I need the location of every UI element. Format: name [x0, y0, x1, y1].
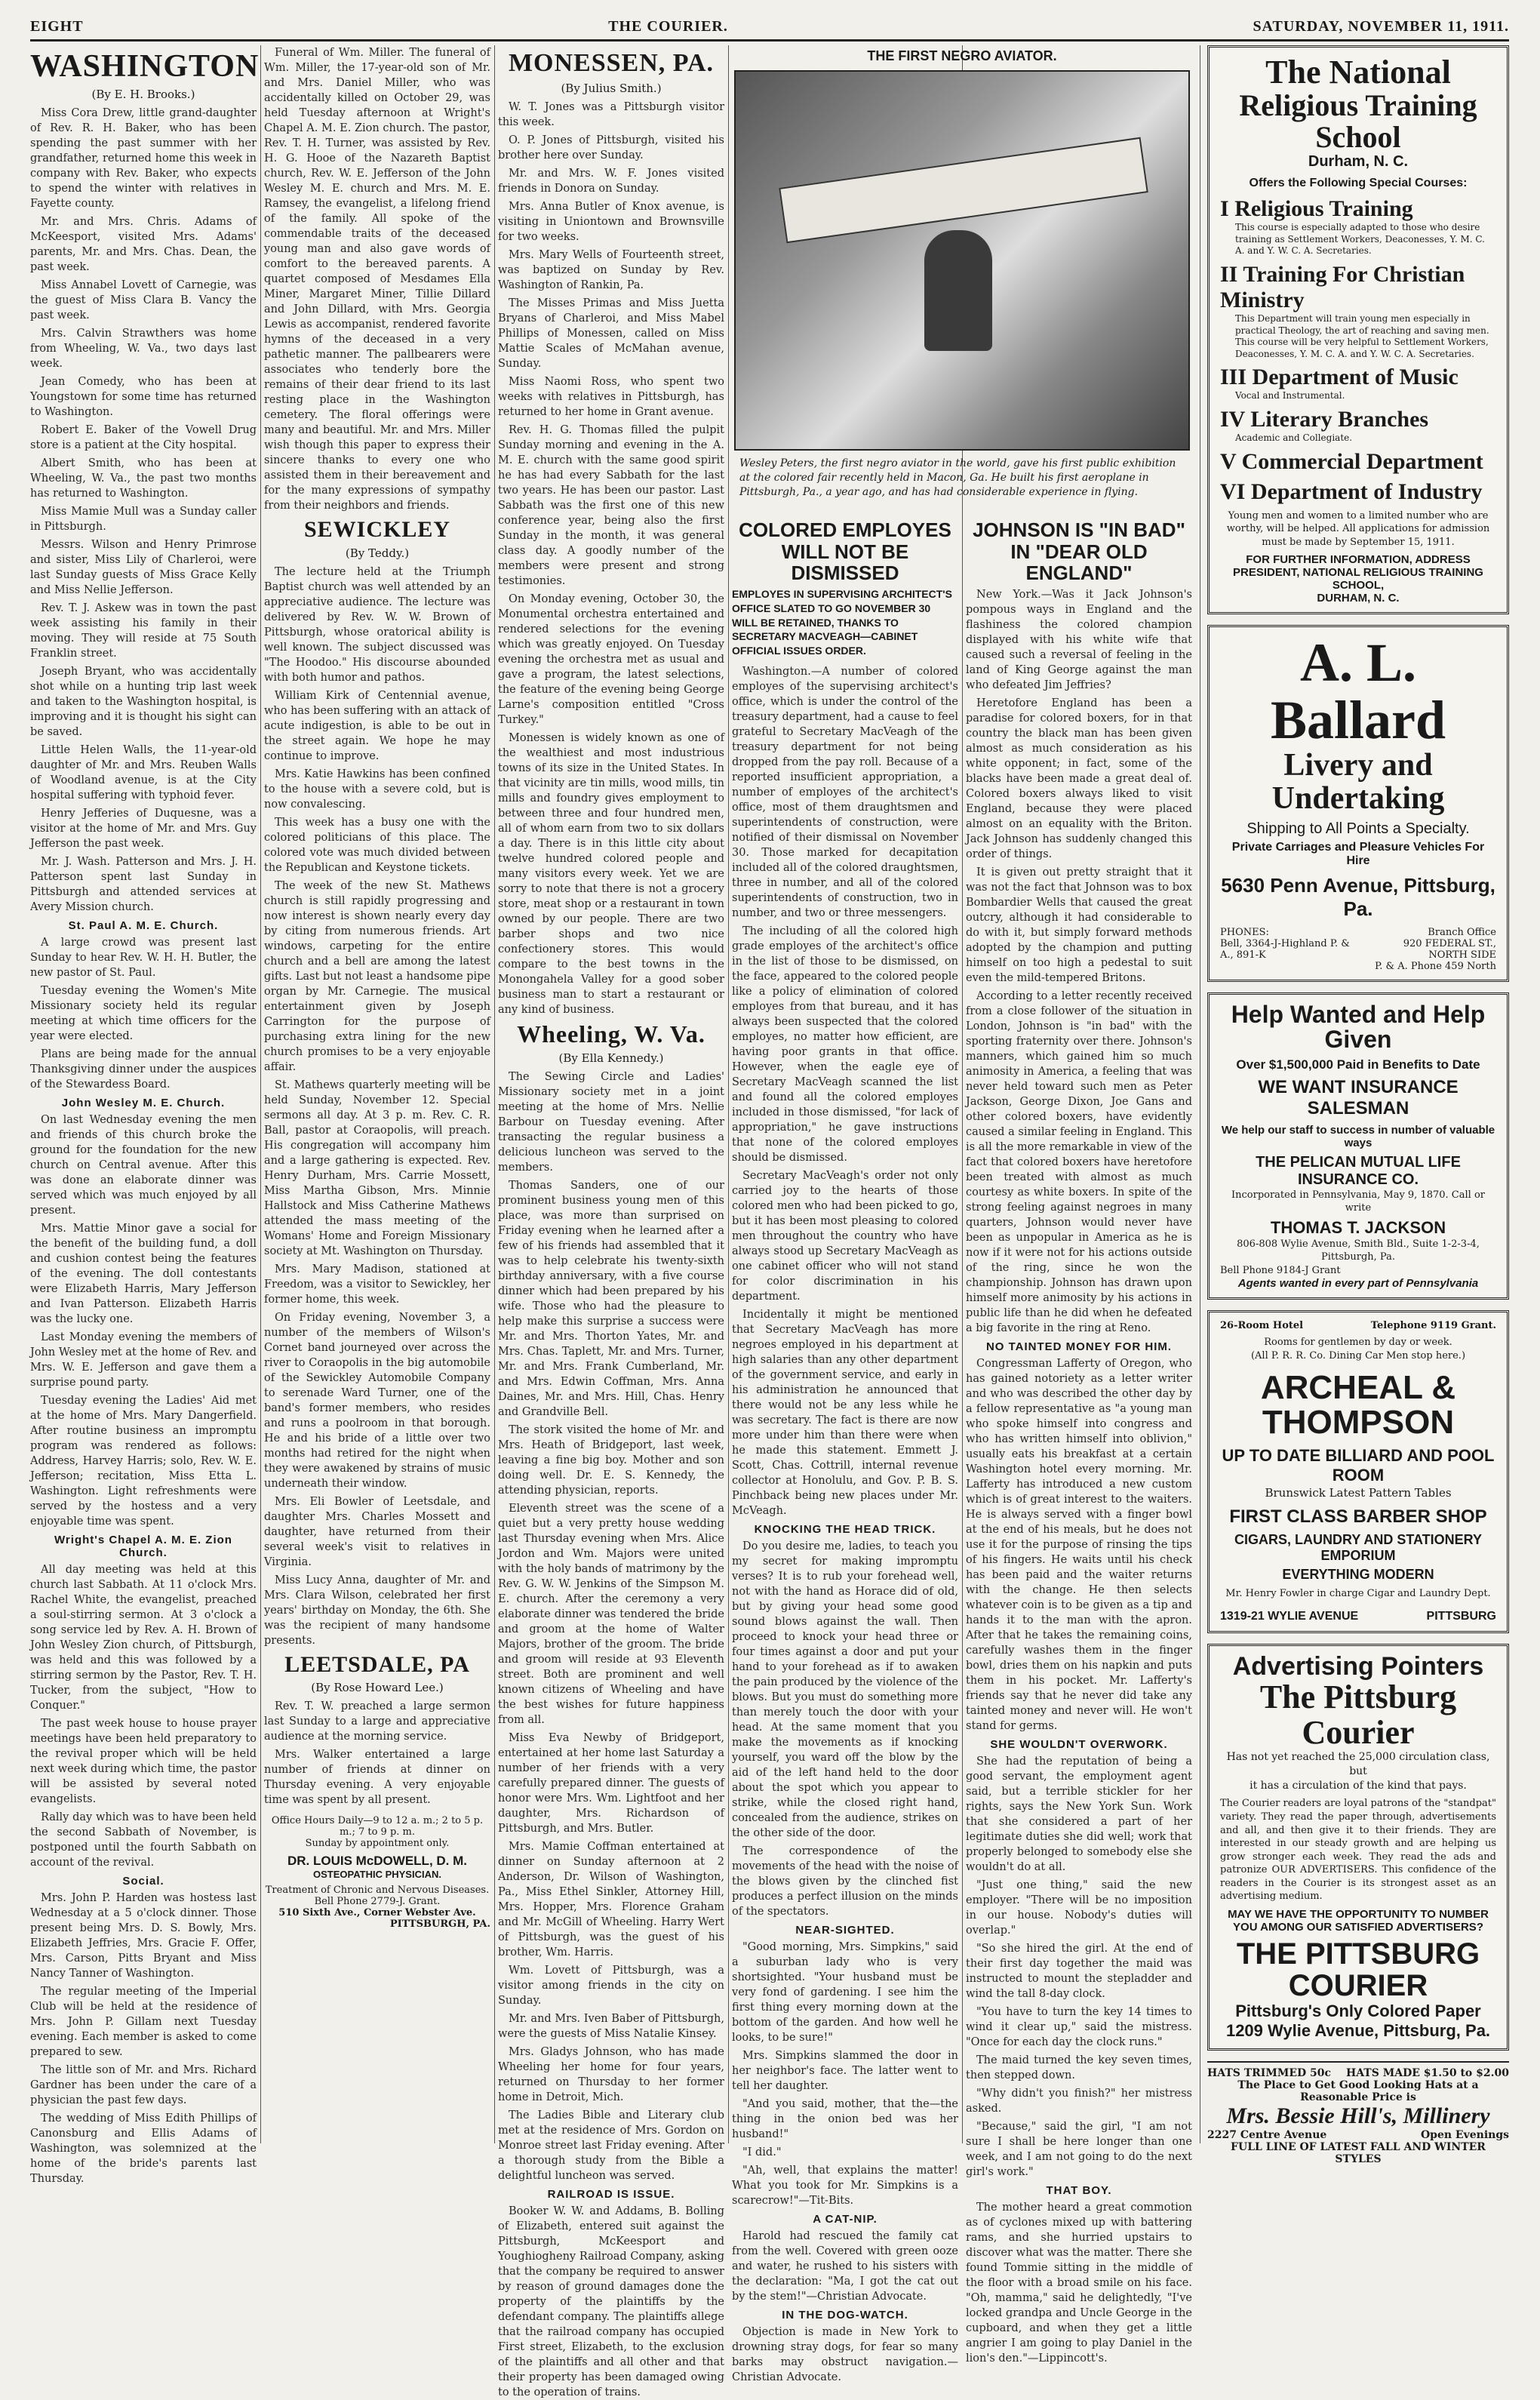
- doctor-address: 510 Sixth Ave., Corner Webster Ave.: [278, 1907, 476, 1918]
- column-four: [732, 513, 958, 2384]
- courier-ad-big: THE PITTSBURG COURIER: [1236, 1937, 1480, 2002]
- ballard-branch: 920 FEDERAL ST., NORTH SIDE: [1403, 937, 1496, 961]
- leetsdale-byline: (By Rose Howard Lee.): [311, 1681, 444, 1694]
- paragraph: Washington.—A number of colored employes of the supervising architect's office, which is under the control of the treasury department, had a cause to feel grateful to Secretary MacVeagh of the treasury department for not being dropped from the pay roll. Because of a reported insufficient appropriation, a number of employes of the architect's office, most of them draughtsmen and superintendents of construction, were notified of their dismissal on November 30. Those marked for decapitation included all of the colored draughtsmen, three in number, and all of the colored superintendents of construction, two in number, and two or three messengers.: [732, 666, 958, 920]
- paragraph: Eleventh street was the scene of a quiet but a very pretty house wedding last Thursday evening when Mrs. Alice Jordon and Wm. Majors were united with the holy bands of matrimony by the Rev. G. W. W. Jenkins of the Simpson M. E. church. After the ceremony a very elaborate dinner was tendered the bride and groom at the home of Walter Majors, brother of the groom. The bride and groom will reside at 93 Eleventh street. Both are prominent and well known citizens of Wheeling and have the best wishes for future happiness from all.: [498, 1503, 724, 1727]
- paper-name: THE COURIER.: [608, 17, 728, 35]
- paragraph: Henry Jefferies of Duquesne, was a visitor at the home of Mr. and Mrs. Guy Jefferson the past week.: [30, 808, 257, 851]
- section-subhead: Social.: [122, 1875, 164, 1888]
- pelican-help: We help our staff to success in number of valuable ways: [1221, 1123, 1495, 1149]
- course-name: Training For Christian Ministry: [1220, 261, 1465, 312]
- paragraph: Rev. T. J. Askew was in town the past week assisting his family in their moving. They will reside at 75 South Franklin street.: [30, 602, 257, 660]
- headtrick-headline: KNOCKING THE HEAD TRICK.: [754, 1523, 936, 1537]
- pelican-insurance-ad: [1207, 992, 1509, 1300]
- paragraph: Miss Naomi Ross, who spent two weeks with relatives in Pittsburgh, has returned to her home in Grant avenue.: [498, 375, 724, 418]
- leetsdale-headline: LEETSDALE, PA: [284, 1651, 470, 1677]
- paragraph: Wm. Lovett of Pittsburgh, was a visitor among friends in the city on Sunday.: [498, 1965, 724, 2008]
- paragraph: Robert E. Baker of the Vowell Drug store is a patient at the City hospital.: [30, 424, 257, 452]
- paragraph: This week has a busy one with the colored politicians of this place. The colored vote was much divided between the Republican and Keystone tickets.: [264, 816, 490, 874]
- ballard-ad: [1207, 625, 1509, 981]
- dogwatch-headline: IN THE DOG-WATCH.: [782, 2309, 908, 2322]
- paragraph: Do you desire me, ladies, to teach you my secret for making impromptu verses? It is to rub your forehead well, not with the hand as Horace did of old, but by giving your head some good sound blows against the wall. Then proceed to knock your head three or four times against a door and put your hand to your forehead as if to awaken the pain produced by the violence of the blows. But you must do something more than merely touch the door with your head. At the same moment that you make the movements as if knocking yourself, you ward off the blow by the aid of the left hand held to the door about the spot which you appear to strike, while the closed right hand, concealed from the audience, strikes on the other side of the door.: [732, 1540, 958, 1840]
- archeal-city: PITTSBURG: [1426, 1609, 1496, 1623]
- paragraph: The Misses Primas and Miss Juetta Bryans of Charleroi, and Miss Mabel Phillips of Monessen, called on Miss Mattie Scales of McMahan avenue, Sunday.: [498, 297, 724, 370]
- paragraph: Incidentally it might be mentioned that Secretary MacVeagh has more negroes employed in his department at high salaries than any other department of the government service, and early in his administration he announced that there would not be any less while he was secretary. The fact is there are now more under him than there were when he made this statement. Emmett J. Scott, Chas. Cottrill, internal revenue collector at Honolulu, and Gov. P. B. S. Pinchback being new places under Mr. McVeagh.: [732, 1309, 958, 1518]
- doctor-name: DR. LOUIS McDOWELL, D. M.: [287, 1854, 467, 1868]
- course-item: [1220, 479, 1496, 505]
- paragraph: Mrs. Mary Wells of Fourteenth street, was baptized on Sunday by Rev. Washington of Rankin, Pa.: [498, 248, 724, 291]
- paragraph: Mrs. Anna Butler of Knox avenue, is visiting in Uniontown and Brownsville for two weeks.: [498, 200, 724, 243]
- paragraph: Miss Eva Newby of Bridgeport, entertained at her home last Saturday a number of her friends with a very carefully prepared dinner. The guests of honor were Mrs. Wm. Lightfoot and her daughter, Mrs. Richardson of Pittsburgh, and Mrs. Butler.: [498, 1732, 724, 1835]
- doctor-sunday: Sunday by appointment only.: [305, 1838, 450, 1849]
- paragraph: Thomas Sanders, one of our prominent business young men of this place, was more than surprised on Friday evening when he learned after a few of his friends had assembled that it was to help celebrate his twenty-sixth birthday anniversary, with a five course dinner which had been prepared by his wife. Those who had the pleasure to help make this surprise a success were Mr. and Mrs. Thorton Yates, Mr. and Mrs. Chas. Taplett, Mr. and Mrs. Turner, Mr. and Mrs. Frank Cumberland, Mr. and Mrs. Edwin Coffman, Mrs. Anna Daines, Mr. and Mrs. Hill, Chas. Henry and Grandville Bell.: [498, 1180, 724, 1419]
- courier-ad: [1207, 1644, 1509, 2051]
- paragraph: O. P. Jones of Pittsburgh, visited his brother here over Sunday.: [498, 134, 724, 162]
- religious-ad-city: DURHAM, N. C.: [1317, 592, 1400, 605]
- headtrick-body: [732, 1539, 958, 1919]
- pelican-paid: Over $1,500,000 Paid in Benefits to Date: [1236, 1057, 1480, 1072]
- sewickley-body: [264, 565, 490, 1648]
- pelican-head: Help Wanted and Help Given: [1231, 1000, 1486, 1054]
- archeal-telephone: Telephone 9119 Grant.: [1370, 1320, 1496, 1332]
- paragraph: Mrs. Calvin Strawthers was home from Wheeling, W. Va., two days last week.: [30, 328, 257, 371]
- archeal-barber: FIRST CLASS BARBER SHOP: [1229, 1506, 1487, 1528]
- pelican-incorporated: Incorporated in Pennsylvania, May 9, 1870. Call or write: [1231, 1189, 1485, 1214]
- railroad-headline: RAILROAD IS ISSUE.: [547, 2188, 675, 2202]
- doctor-city: PITTSBURGH, PA.: [389, 1918, 490, 1930]
- ballard-phone-numbers: Bell, 3364-J-Highland P. & A., 891-K: [1220, 937, 1350, 961]
- wheeling-headline: Wheeling, W. Va.: [517, 1020, 705, 1048]
- column-washington: [30, 45, 260, 2186]
- wheeling-byline: (By Ella Kennedy.): [558, 1051, 664, 1066]
- paragraph: "Why didn't you finish?" her mistress asked.: [966, 2087, 1192, 2115]
- courier-ad-body: The Courier readers are loyal patrons of the "standpat" variety. They read the paper through, advertisements and all, and then give it to their friends. They are interested in our steady growth and are helping us grow stronger each week. They read the ads and patronize OUR ADVERTISERS. This confidence of the readers in the Courier is its strongest asset as an advertising medium.: [1220, 1798, 1496, 1903]
- page-number: EIGHT: [30, 17, 84, 35]
- thatboy-body: The mother heard a great commotion as of cyclones mixed up with battering rams, and she hurried upstairs to discover what was the matter. There she found Tommie sitting in the middle of the floor with a broad smile on his face. "Oh, mamma," said he delightedly, "I've locked grandpa and Uncle George in the cupboard, and when they get a little angrier I am going to play Daniel in the lion's den."—Lippincott's.: [966, 2201, 1192, 2365]
- paragraph: All day meeting was held at this church last Sabbath. At 11 o'clock Mrs. Rachel White, the evangelist, preached a soul-stirring sermon. At 3 o'clock a song service led by Rev. A. H. Brown of John Wesley Zion church, of Pittsburgh, was held and this was followed by a stirring sermon by the Pastor, Rev. T. H. Tucker, from the subject, "How to Conquer.": [30, 1564, 257, 1712]
- archeal-thompson-ad: [1207, 1310, 1509, 1632]
- johnson-body: [966, 587, 1192, 1336]
- paragraph: Rev. H. G. Thomas filled the pulpit Sunday morning and evening in the A. M. E. church with the same good spirit he has had every Sabbath for the last two years. He has been our pastor. Last Sabbath was the first one of this new conference year, being also the first Sunday in the month, it was general class day. A goodly number of the members were present and strong testimonies.: [498, 423, 724, 587]
- paragraph: Secretary MacVeagh's order not only carried joy to the hearts of those colored men who had been picked to go, but it has been most pleasing to colored men throughout the country who have always stood up Secretary MacVeagh as one cabinet officer who will not stand for color discrimination in his department.: [732, 1170, 958, 1303]
- ballard-branch-label: Branch Office: [1428, 926, 1496, 938]
- course-item: [1220, 262, 1496, 313]
- course-number: VI: [1220, 478, 1246, 504]
- doctor-hours: Office Hours Daily—9 to 12 a. m.; 2 to 5 p. m.; 7 to 9 p. m.: [271, 1815, 484, 1838]
- section-subhead: Wright's Chapel A. M. E. Zion Church.: [54, 1534, 232, 1560]
- millinery-name: Mrs. Bessie Hill's, Millinery: [1226, 2103, 1490, 2128]
- courier-ad-name: The Pittsburg Courier: [1259, 1678, 1457, 1751]
- archeal-hotel: 26-Room Hotel: [1220, 1320, 1304, 1332]
- ballard-tag1: Shipping to All Points a Specialty.: [1246, 820, 1470, 837]
- paragraph: Funeral of Wm. Miller. The funeral of Wm. Miller, the 17-year-old son of Mr. and Mrs. Daniel Miller, who was accidentally killed on October 29, was held Tuesday afternoon at Wright's Chapel A. M. E. Zion church. The pastor, Rev. T. H. Turner, was assisted by Rev. H. G. Hooe of the Nazareth Baptist church, Rev. W. E. Jefferson of the John Wesley M. E. church and Mrs. M. E. Ramsey, the evangelist, a lifelong friend of the family. All spoke of the commendable traits of the deceased young man and also gave words of comfort to the bereaved parents. A quartet composed of Mesdames Ella Miner, Margaret Miner, Tillie Dillard and John Dillard, with Mrs. Georgia Lewis as accompanist, rendered favorite hymns of the deceased in a very pathetic manner. The pallbearers were associates who tenderly bore the remains of their dear friend to its last resting place in the Washington cemetery. The floral offerings were many and beautiful. Mr. and Mrs. Miller wish though this paper to express their sincere thanks to every one who assisted them in their bereavement and for the many expressions of sympathy from their neighbors and friends.: [264, 47, 490, 512]
- paragraph: The stork visited the home of Mr. and Mrs. Heath of Bridgeport, last week, leaving a fine big boy. Mother and son doing well. Dr. E. S. Kennedy, the attending physician, reports.: [498, 1424, 724, 1497]
- course-number: III: [1220, 365, 1247, 390]
- column-rule: [728, 45, 729, 2143]
- doctor-ad: [264, 1815, 490, 1930]
- paragraph: Miss Lucy Anna, daughter of Mr. and Mrs. Clara Wilson, celebrated her first years' birthday on Monday, the 6th. She was the recipient of many handsome presents.: [264, 1574, 490, 1647]
- course-description: This course is especially adapted to those who desire training as Settlement Workers, Deaconesses, Y. M. C. A. and Y. W. C. A. Secretaries.: [1235, 222, 1485, 257]
- paragraph: W. T. Jones was a Pittsburgh visitor this week.: [498, 100, 724, 128]
- paragraph: Mrs. Katie Hawkins has been confined to the house with a severe cold, but is now convalescing.: [264, 768, 490, 811]
- courier-ad-only: Pittsburg's Only Colored Paper: [1235, 2001, 1481, 2020]
- courier-ad-line2: it has a circulation of the kind that pays.: [1250, 1779, 1467, 1792]
- paragraph: Mr. and Mrs. Chris. Adams of McKeesport, visited Mrs. Adams' parents, Mr. and Mrs. Chas. Dean, the past week.: [30, 216, 257, 274]
- paragraph: A large crowd was present last Sunday to hear Rev. W. H. H. Butler, the new pastor of St. Paul.: [30, 937, 257, 980]
- paragraph: Mrs. Simpkins slammed the door in her neighbor's face. The latter went to tell her daughter.: [732, 2050, 958, 2093]
- paragraph: "Because," said the girl, "I am not sure I shall be here longer than one week, and I am not going to do the next girl's work.": [966, 2120, 1192, 2178]
- course-description: Academic and Collegiate.: [1235, 432, 1353, 443]
- paragraph: "And you said, mother, that the—the thing in the onion bed was her husband!": [732, 2098, 958, 2141]
- paragraph: The Sewing Circle and Ladies' Missionary society met in a joint meeting at the home of Mrs. Nellie Barbour on Tuesday evening. After transacting the regular business a delicious luncheon was served to the members.: [498, 1071, 724, 1174]
- paragraph: The Ladies Bible and Literary club met at the residence of Mrs. Gordon on Monroe street last Friday evening. After a thorough study from the Bible a delightful luncheon was served.: [498, 2109, 724, 2183]
- course-number: I: [1220, 196, 1229, 222]
- column-three: [498, 45, 724, 2399]
- course-item: [1220, 449, 1496, 475]
- paragraph: New York.—Was it Jack Johnson's pompous ways in England and the flashiness the colored champion displayed with his white wife that caused such a reversal of feeling in the land of King George against the man who defeated Jim Jeffries?: [966, 588, 1192, 691]
- washington-body: [30, 106, 257, 2186]
- wheeling-body: [498, 1069, 724, 2183]
- paragraph: Heretofore England has been a paradise for colored boxers, for in that country the black man has been given almost as much consideration as his white opponent; in fact, some of the blacks have been made a great deal of. Colored boxers always liked to visit England, because they were placed almost on an equality with the Briton. Jack Johnson has suddenly changed this order of things.: [966, 697, 1192, 860]
- pelican-wanted: Agents wanted in every part of Pennsylvania: [1237, 1277, 1479, 1291]
- archeal-near: (All P. R. R. Co. Dining Car Men stop here.): [1250, 1350, 1466, 1362]
- millinery-made: HATS MADE $1.50 to $2.00: [1345, 2066, 1509, 2079]
- paragraph: The wedding of Miss Edith Phillips of Canonsburg and Ellis Adams of Washington, was solemnized at the home of the bride's parents last Thursday.: [30, 2112, 257, 2186]
- paragraph: "You have to turn the key 14 times to wind it clear up," said the mistress. "Once for each day the clock runs.": [966, 2005, 1192, 2048]
- archeal-address: 1319-21 WYLIE AVENUE: [1220, 1609, 1359, 1623]
- catnip-body: Harold had rescued the family cat from the well. Covered with green ooze and water, he rushed to his sisters with the declaration: "Ma, I got the cat out by the stem!"—Christian Advocate.: [732, 2230, 958, 2303]
- course-name: Commercial Department: [1241, 448, 1483, 474]
- course-number: IV: [1220, 406, 1245, 432]
- ballard-phones: [1220, 927, 1496, 972]
- ballard-name: A. L. Ballard: [1270, 632, 1446, 750]
- archeal-billiard: UP TO DATE BILLIARD AND POOL ROOM: [1222, 1445, 1495, 1485]
- tainted-body: Congressman Lafferty of Oregon, who has gained notoriety as a letter writer and who was described the other day by a fellow representative as "a young man who spoke himself into congress and who has written himself into oblivion," usually eats his breakfast at a certain Washington hotel every morning. Mr. Lafferty has introduced a new custom which is of great interest to the waiters. He is always served with a finger bowl at the end of his meals, but he does not use it for the purpose of rinsing the tips of his fingers. He waits until his check has been paid and the waiter returns with the change. He then selects whatever coin is to be given as a tip and hands it to the man with the apron. After that he takes the remaining coins, carefully washes them in the finger bowl, dries them on his napkin and puts them in his pocket. Mr. Lafferty's friends say that he never did take any tainted money and never will. He won't stand for germs.: [966, 1357, 1192, 1732]
- ballard-business: Livery and Undertaking: [1271, 748, 1445, 817]
- paragraph: Rally day which was to have been held the second Sabbath of November, is postponed until the fourth Sabbath on account of the revival.: [30, 1811, 257, 1869]
- paragraph: The regular meeting of the Imperial Club will be held at the residence of Mrs. John P. Gillam next Tuesday evening. Each member is asked to come prepared to sew.: [30, 1986, 257, 2059]
- paragraph: William Kirk of Centennial avenue, who has been suffering with an attack of acute indigestion, is able to be out in the street again. We hope he may continue to improve.: [264, 689, 490, 762]
- paragraph: The including of all the colored high grade employes of the architect's office in the list of those to be dismissed, on the face, appeared to the colored people like a policy of elimination of colored employes from that bureau, and it has always been suspected that the colored employes, no matter how efficient, are having poor grants in that office. However, when the eagle eye of Secretary MacVeagh scanned the list and found all the colored employes included in those dismissed, "for lack of appropriation," he gave instructions that none of the colored employes should be dismissed.: [732, 925, 958, 1165]
- overwork-body: [966, 1754, 1192, 2180]
- sewickley-byline: (By Teddy.): [345, 546, 410, 560]
- pelican-want: WE WANT INSURANCE SALESMAN: [1258, 1076, 1459, 1118]
- paragraph: Messrs. Wilson and Henry Primrose and sister, Miss Lily of Charleroi, were last Sunday guests of Miss Grace Kelly and Miss Nellie Jefferson.: [30, 539, 257, 597]
- religious-ad-note: Young men and women to a limited number who are worthy, will be helped. All applications for admission must be made by September 15, 1911.: [1226, 509, 1490, 548]
- archeal-name: ARCHEAL & THOMPSON: [1260, 1368, 1456, 1441]
- aviator-header: THE FIRST NEGRO AVIATOR.: [867, 48, 1057, 63]
- thatboy-headline: THAT BOY.: [1046, 2183, 1112, 2197]
- column-rule: [494, 45, 495, 2143]
- paragraph: "I did.": [742, 2146, 782, 2159]
- archeal-modern: EVERYTHING MODERN: [1282, 1567, 1434, 1583]
- course-item: [1220, 365, 1496, 390]
- paragraph: The little son of Mr. and Mrs. Richard Gardner has been under the care of a physician the past few days.: [30, 2064, 257, 2107]
- course-item: [1220, 407, 1496, 432]
- employes-deck: EMPLOYES IN SUPERVISING ARCHITECT'S OFFICE SLATED TO GO NOVEMBER 30 WILL BE RETAINED, THANKS TO SECRETARY MACVEAGH—CABINET OFFICIAL ISSUES ORDER.: [732, 587, 952, 657]
- pelican-agent: THOMAS T. JACKSON: [1270, 1217, 1446, 1237]
- monessen-body: [498, 100, 724, 1017]
- religious-school-ad: [1207, 45, 1509, 614]
- paragraph: Joseph Bryant, who was accidentally shot while on a hunting trip last week and taken to the Washington hospital, is improving and it is thought his sight can be saved.: [30, 666, 257, 739]
- millinery-line: FULL LINE OF LATEST FALL AND WINTER STYLES: [1231, 2140, 1486, 2165]
- nearsighted-body: [732, 1940, 958, 2208]
- paragraph: Miss Annabel Lovett of Carnegie, was the guest of Miss Clara B. Vancy the past week.: [30, 279, 257, 322]
- ballard-address: 5630 Penn Avenue, Pittsburg, Pa.: [1221, 873, 1495, 920]
- aviator-photo: [734, 70, 1190, 451]
- paragraph: "Ah, well, that explains the matter! What you took for Mr. Simpkins is a scarecrow!"—Tit-Bits.: [732, 2165, 958, 2208]
- millinery-hours: Open Evenings: [1420, 2128, 1509, 2141]
- paragraph: Mrs. Mary Madison, stationed at Freedom, was a visitor to Sewickley, her former home, this week.: [264, 1263, 490, 1306]
- course-description: Vocal and Instrumental.: [1235, 390, 1345, 402]
- paragraph: Mrs. Eli Bowler of Leetsdale, and daughter Mrs. Charles Mossett and daughter, have returned from their several week's visit to relatives in Virginia.: [264, 1495, 490, 1568]
- paragraph: On last Wednesday evening the men and friends of this church broke the ground for the foundation for the new church on Central avenue. After this was done an elaborate dinner was served which was much enjoyed by all present.: [30, 1114, 257, 1217]
- courier-ad-address: 1209 Wylie Avenue, Pittsburg, Pa.: [1225, 2020, 1491, 2040]
- paragraph: On Monday evening, October 30, the Monumental orchestra entertained and rendered selections for the evening which was greatly enjoyed. On Tuesday evening the orchestra met as usual and gave a program, the latest selections, the feature of the evening being George Larne's composition entitled "Cross Turkey.": [498, 592, 724, 726]
- paragraph: Mrs. John P. Harden was hostess last Wednesday at a 5 o'clock dinner. Those present being Mrs. D. S. Bowly, Mrs. Elizabeth Jeffries, Mrs. Gracie F. Offer, Mrs. Carson, Pitts Bryant and Miss Nancy Tanner of Washington.: [30, 1892, 257, 1980]
- paragraph: Mr. and Mrs. W. F. Jones visited friends in Donora on Sunday.: [498, 167, 724, 195]
- paragraph: The correspondence of the movements of the head with the noise of the blows given by the clinched fist produces a perfect illusion on the minds of the spectators.: [732, 1845, 958, 1918]
- religious-ad-courses: [1220, 196, 1496, 504]
- course-name: Literary Branches: [1250, 406, 1429, 432]
- aeroplane-wing-shape: [779, 137, 1148, 244]
- paragraph: Monessen is widely known as one of the wealthiest and most industrious towns of its size in the United States. In that vicinity are tin mills, wood mills, tin mills and foundry gives employment to between three and four hundred men, all of whom earn from two to six dollars a day. There is in this little city about twelve hundred colored people and many visitors every week. Yet we are sorry to note that there is not a grocery store, meat shop or a restaurant in town owned by our people. There are two barber shops and two nice confectionery stores. This would compare to the best towns in the Monongahela Valley for a good sober business man to start a restaurant or any kind of business.: [498, 731, 724, 1016]
- section-subhead: John Wesley M. E. Church.: [61, 1097, 226, 1110]
- advertisements-column: [1207, 45, 1509, 2165]
- monessen-byline: (By Julius Smith.): [561, 81, 662, 95]
- paragraph: On Friday evening, November 3, a number of the members of Wilson's Cornet band journeyed over across the river to Coraopolis in the big automobile of the Sewickley Automobile Company to serenade Ward Turner, one of the band's former members, who resides and runs a poolroom in that borough. He and his bride of a little over two months had retired for the night when they were awakened by strains of music underneath their window.: [264, 1311, 490, 1490]
- pelican-phone: Bell Phone 9184-J Grant: [1220, 1264, 1341, 1276]
- paragraph: It is given out pretty straight that it was not the fact that Johnson was to box Bombardier Wells that caused the great outcry, although it had considerable to do with it, but simply forward methods adopted by the champion and putting himself on too high a pedestal to suit even the mild-tempered Britons.: [966, 866, 1192, 984]
- archeal-tables: Brunswick Latest Pattern Tables: [1265, 1485, 1452, 1500]
- ballard-branch-phone: P. & A. Phone 459 North: [1375, 960, 1496, 972]
- aviator-feature: [732, 45, 1192, 507]
- paragraph: Last Monday evening the members of John Wesley met at the home of Rev. and Mrs. W. E. Jefferson and gave them a surprise pound party.: [30, 1331, 257, 1389]
- column-five: [966, 513, 1192, 2365]
- ballard-phones-label: PHONES:: [1220, 926, 1269, 938]
- course-name: Department of Music: [1252, 365, 1459, 390]
- washington-continued: [264, 45, 490, 513]
- paragraph: "Good morning, Mrs. Simpkins," said a suburban lady who is very shortsighted. "Your husband must be very fond of gardening. I see him the first thing every morning down at the bottom of the garden. And how well he looks, to be sure!": [732, 1941, 958, 2045]
- course-item: [1220, 196, 1496, 222]
- railroad-body: Booker W. W. and Addams, B. Bolling of Elizabeth, entered suit against the Pittsburgh, McKeesport and Youghiogheny Railroad Company, asking that the company be required to answer by reason of ground damages done the property of the plaintiffs by the defendant company. The plaintiffs allege that the railroad company has occupied First street, Elizabeth, to the exclusion of the plaintiffs and all other and that their property has been damaged owing to the operation of trains.: [498, 2205, 724, 2399]
- paragraph: Jean Comedy, who has been at Youngstown for some time has returned to Washington.: [30, 376, 257, 419]
- millinery-address: 2227 Centre Avenue: [1207, 2128, 1327, 2141]
- aviator-caption: Wesley Peters, the first negro aviator in the world, gave his first public exhibition at the colored fair recently held in Macon, Ga. He built his first aeroplane in Pittsburgh, Pa., a year ago, and has had considerable experience in flying.: [739, 457, 1176, 498]
- paragraph: Mrs. Mattie Minor gave a social for the benefit of the building fund, a doll and cushion contest being the features of the evening. The doll contestants were Elizabeth Harris, Mary Jefferson and Ivan Patterson. Elizabeth Harris was the lucky one.: [30, 1223, 257, 1326]
- paragraph: Miss Cora Drew, little grand-daughter of Rev. R. H. Baker, who has been spending the past summer with her grandfather, returned home this week in company with Rev. Baker, who expects to spend the winter with relatives in Fayette county.: [30, 107, 257, 211]
- religious-ad-offers: Offers the Following Special Courses:: [1249, 177, 1468, 190]
- course-name: Department of Industry: [1250, 478, 1483, 504]
- sewickley-headline: SEWICKLEY: [303, 517, 451, 542]
- course-description: This Department will train young men especially in practical Theology, the art of reaching and saving men. This course will be very helpful to Settlement Workers, Deaconesses, Y. M. C. A. and Y. W. C. A. Secretaries.: [1235, 312, 1489, 359]
- archeal-rooms: Rooms for gentlemen by day or week.: [1264, 1337, 1452, 1349]
- paragraph: Mrs. Mamie Coffman entertained at dinner on Sunday afternoon at 2 Anderson, Dr. Wilson of Washington, Pa., Miss Ethel Sinkler, Attorney Hill, Mrs. Hopper, Mrs. Florence Graham and Mr. McGill of Wheeling. Harry Wert of Pittsburgh, was the guest of his brother, Wm. Harris.: [498, 1841, 724, 1959]
- religious-ad-title-1: The National: [1265, 54, 1451, 91]
- paragraph: Tuesday evening the Ladies' Aid met at the home of Mrs. Mary Dangerfield. After routine business an impromptu program was rendered as follows: Address, Harvey Harris; solo, Rev. W. E. Jefferson; recitation, Miss Etta L. Washington. Light refreshments were served by the hostess and a very enjoyable time was spent.: [30, 1395, 257, 1528]
- masthead: [30, 14, 1509, 42]
- issue-date: SATURDAY, NOVEMBER 11, 1911.: [1253, 17, 1509, 35]
- courier-ad-line1: Has not yet reached the 25,000 circulation class, but: [1226, 1750, 1490, 1777]
- section-subhead: St. Paul A. M. E. Church.: [68, 919, 219, 933]
- paragraph: Tuesday evening the Women's Mite Missionary society held its regular meeting at which time officers for the year were elected.: [30, 985, 257, 1043]
- paragraph: Albert Smith, who has been at Wheeling, W. Va., the past two months has returned to Washington.: [30, 457, 257, 500]
- paragraph: Mr. J. Wash. Patterson and Mrs. J. H. Patterson spent last Sunday in Pittsburgh and attended services at Avery Mission church.: [30, 856, 257, 914]
- paragraph: The past week house to house prayer meetings have been held preparatory to the revival proper which will be held next week during which time, the pastor will be assisted by several noted evangelists.: [30, 1718, 257, 1806]
- archeal-cigars: CIGARS, LAUNDRY AND STATIONERY EMPORIUM: [1234, 1532, 1482, 1564]
- paragraph: Mrs. Gladys Johnson, who has made Wheeling her home for four years, returned on Thursday to her former home in Detroit, Mich.: [498, 2046, 724, 2104]
- nearsighted-headline: NEAR-SIGHTED.: [795, 1924, 895, 1937]
- paragraph: Mr. and Mrs. Iven Baber of Pittsburgh, were the guests of Miss Natalie Kinsey.: [498, 2013, 724, 2041]
- dogwatch-body: Objection is made in New York to drowning stray dogs, for fear so many barks may obstruct navigation.—Christian Advocate.: [732, 2326, 958, 2384]
- religious-ad-location: Durham, N. C.: [1308, 153, 1409, 171]
- paragraph: Miss Mamie Mull was a Sunday caller in Pittsburgh.: [30, 506, 257, 534]
- paragraph: Plans are being made for the annual Thanksgiving dinner under the auspices of the Stewardess Board.: [30, 1048, 257, 1091]
- johnson-headline: JOHNSON IS "IN BAD" IN "DEAR OLD ENGLAND": [973, 518, 1185, 585]
- paragraph: "So she hired the girl. At the end of their first day together the maid was instructed to mount the stepladder and wind the tall 8-day clock.: [966, 1942, 1192, 2000]
- column-rule: [260, 45, 261, 2143]
- paragraph: The maid turned the key seven times, then stepped down.: [966, 2054, 1192, 2082]
- course-name: Religious Training: [1234, 196, 1413, 222]
- paragraph: Rev. T. W. preached a large sermon last Sunday to a large and appreciative audience at the morning service.: [264, 1700, 490, 1743]
- millinery-place: The Place to Get Good Looking Hats at a Reasonable Price is: [1237, 2078, 1479, 2103]
- courier-ad-head: Advertising Pointers: [1232, 1651, 1484, 1681]
- employes-headline: COLORED EMPLOYES WILL NOT BE DISMISSED: [739, 518, 951, 585]
- washington-headline: WASHINGTON: [30, 49, 260, 84]
- monessen-headline: MONESSEN, PA.: [508, 49, 715, 77]
- column-two: [264, 45, 490, 2151]
- millinery-ad: [1207, 2061, 1509, 2165]
- aviator-figure-shape: [924, 230, 992, 351]
- leetsdale-body: [264, 1699, 490, 1808]
- doctor-treatment: Treatment of Chronic and Nervous Diseases.: [265, 1885, 490, 1896]
- doctor-phone: Bell Phone 2779-J. Grant.: [314, 1896, 441, 1907]
- paragraph: "Just one thing," said the new employer. "There will be no imposition in our house. Nobody's duties will overlap.": [966, 1878, 1192, 1937]
- catnip-headline: A CAT-NIP.: [813, 2213, 878, 2226]
- religious-ad-president: PRESIDENT, NATIONAL RELIGIOUS TRAINING SCHOOL,: [1233, 566, 1483, 592]
- washington-byline: (By E. H. Brooks.): [91, 88, 195, 102]
- ballard-tag2: Private Carriages and Pleasure Vehicles For Hire: [1231, 840, 1485, 867]
- paragraph: According to a letter recently received from a close follower of the situation in London, Johnson is "in bad" with the sporting fraternity over there. Johnson's manners, which gained him so much animosity in America, a feeling that was never held toward such men as Peter Jackson, George Dixon, Joe Gans and other colored boxers, have evidently caused a similar feeling in England. This is all the more remarkable in view of the fact that colored boxers have heretofore been treated with almost as much courtesy as white boxers. In spite of the strong feeling against negroes in many quarters, Johnson would never have been as unpopular in America as he is now if it were not for his actions outside of the ring, since he won the championship. Johnson has drawn upon himself more animosity by his actions in public life than he did when he defeated a big favorite in the ring at Reno.: [966, 989, 1192, 1334]
- paragraph: St. Mathews quarterly meeting will be held Sunday, November 12. Special sermons all day. At 3 p. m. Rev. C. R. Ball, pastor at Coraopolis, will preach. His congregation will accompany him and a large gathering is expected. Rev. Henry Durham, Mrs. Carrie Mossett, Miss Martha Gibson, Mrs. Minnie Hallstock and Miss Catherine Mathews attended the mass meeting of the Womans' Home and Foreign Missionary society at Mt. Washington on Thursday.: [264, 1078, 490, 1257]
- paragraph: She had the reputation of being a good servant, the employment agent said, but a terrible stickler for her rights, says the New York Sun. Work that she considered a part of her legitimate duties she did well; work that properly belonged to somebody else she wouldn't do at all.: [966, 1755, 1192, 1873]
- pelican-agent-address: 806-808 Wylie Avenue, Smith Bld., Suite 1-2-3-4, Pittsburgh, Pa.: [1237, 1238, 1480, 1263]
- religious-ad-title-2: Religious Training School: [1239, 88, 1477, 155]
- religious-ad-further: FOR FURTHER INFORMATION, ADDRESS: [1246, 553, 1471, 567]
- employes-body: [732, 664, 958, 1518]
- millinery-trimmed: HATS TRIMMED 50c: [1207, 2066, 1332, 2079]
- course-number: V: [1220, 448, 1237, 474]
- archeal-manager: Mr. Henry Fowler in charge Cigar and Laundry Dept.: [1225, 1588, 1491, 1600]
- pelican-company: THE PELICAN MUTUAL LIFE INSURANCE CO.: [1256, 1153, 1461, 1188]
- courier-ad-question: MAY WE HAVE THE OPPORTUNITY TO NUMBER YOU AMONG OUR SATISFIED ADVERTISERS?: [1228, 1907, 1489, 1934]
- paragraph: Little Helen Walls, the 11-year-old daughter of Mr. and Mrs. Reuben Walls of Woodland avenue, is at the City hospital suffering with typhoid fever.: [30, 744, 257, 802]
- overwork-headline: SHE WOULDN'T OVERWORK.: [990, 1737, 1168, 1751]
- paragraph: The week of the new St. Mathews church is still rapidly progressing and now interest is shown nearly every day by citing from numerous friends. Art windows, carpeting for the entire church and a bell are among the latest gifts. Last but not least a handsome pipe organ by Mr. Carnegie. The musical entertainment given by Joseph Carrington for the purpose of purchasing extra lining for the new church promises to be a very enjoyable affair.: [264, 879, 490, 1073]
- paragraph: The lecture held at the Triumph Baptist church was well attended by an appreciative audience. The lecture was delivered by Rev. W. W. Brown of Pittsburgh, whose oratorical ability is well known. The subject discussed was "The Hoodoo." His discourse abounded with both humor and pathos.: [264, 565, 490, 684]
- doctor-title: OSTEOPATHIC PHYSICIAN.: [313, 1869, 441, 1880]
- paragraph: Mrs. Walker entertained a large number of friends at dinner on Thursday evening. A very enjoyable time was spent by all present.: [264, 1749, 490, 1806]
- tainted-headline: NO TAINTED MONEY FOR HIM.: [985, 1340, 1173, 1353]
- course-number: II: [1220, 261, 1238, 287]
